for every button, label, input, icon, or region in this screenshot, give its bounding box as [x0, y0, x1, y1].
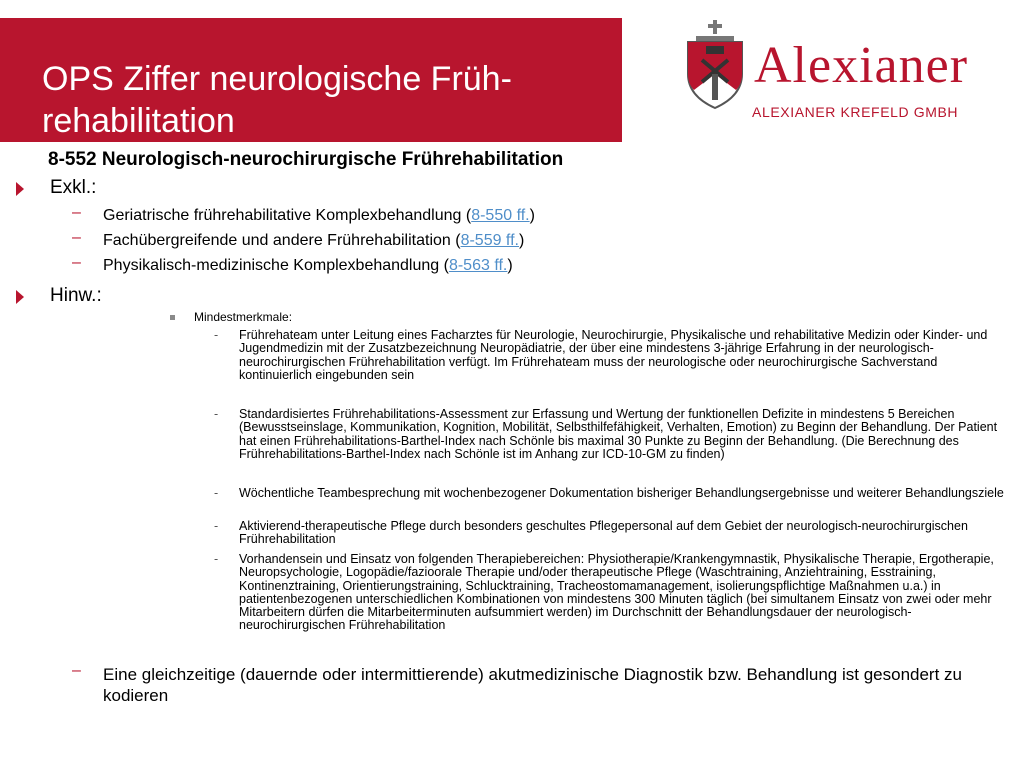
exkl-item-suffix: )	[507, 257, 513, 274]
mindest-label: Mindestmerkmale:	[194, 310, 293, 324]
exkl-item-suffix: )	[518, 232, 525, 249]
dash-bullet-icon: -	[214, 519, 219, 533]
triangle-bullet-icon	[16, 290, 24, 304]
code-link[interactable]: 8-559 ff.	[460, 232, 519, 249]
exkl-item-text: Fachübergreifende und andere Frührehabilitation (	[103, 232, 461, 249]
criteria-text: Frührehateam unter Leitung eines Facharztes für Neurologie, Neurochirurgie, Physikalische und rehabilitative Medizin oder Kinder- und Jugendmedizin mit der Zusatzbezeichnung Neuropädiatrie, der über eine mindestens 3-jährige Erfahrung in der neurologisch-neurochirurgischen Frührehabilitation verfügt. Im Frührehateam muss der neurologische oder neurochirurgische Sachverstand kontinuierlich eingebunden sein	[239, 328, 988, 382]
slide-title	[42, 58, 602, 142]
logo-wordmark: Alexianer	[754, 37, 969, 94]
title-band	[0, 18, 622, 142]
coat-of-arms-icon	[684, 20, 746, 110]
hinw-label: Hinw.:	[50, 285, 102, 306]
slide-title-text: OPS Ziffer neurologische Früh- rehabilitation	[42, 60, 512, 140]
dash-bullet-icon: -	[214, 486, 219, 500]
dash-bullet-icon: -	[214, 552, 219, 566]
final-note: Eine gleichzeitige (dauernde oder intermittierende) akutmedizinische Diagnostik bzw. Behandlung ist gesondert zu kodieren	[103, 665, 962, 705]
dash-bullet-icon: -	[214, 407, 219, 421]
triangle-bullet-icon	[16, 182, 24, 196]
exkl-item-text: Geriatrische frührehabilitative Komplexbehandlung (	[103, 207, 472, 224]
exkl-item-text: Physikalisch-medizinische Komplexbehandlung (	[103, 257, 449, 274]
criteria-text: Aktivierend-therapeutische Pflege durch besonders geschultes Pflegepersonal auf dem Gebiet der neurologisch-neurochirurgischen Frührehabilitation	[239, 519, 968, 547]
logo-subtitle: ALEXIANER KREFELD GMBH	[752, 104, 959, 120]
exkl-item-suffix: )	[529, 207, 535, 224]
code-link[interactable]: 8-563 ff.	[448, 257, 508, 274]
dash-bullet-icon: –	[72, 254, 81, 271]
dash-bullet-icon: –	[72, 662, 81, 679]
dash-bullet-icon: -	[214, 328, 219, 342]
exkl-label: Exkl.:	[50, 177, 97, 198]
square-bullet-icon	[170, 315, 175, 320]
code-link[interactable]: 8-550 ff.	[471, 207, 530, 224]
dash-bullet-icon: –	[72, 204, 81, 221]
criteria-text: Wöchentliche Teambesprechung mit wochenbezogener Dokumentation bisheriger Behandlungsergebnisse und weiterer Behandlungsziele	[239, 486, 1004, 500]
section-heading: 8-552 Neurologisch-neurochirurgische Frührehabilitation	[48, 149, 564, 170]
logo-area	[622, 18, 1024, 142]
criteria-text: Standardisiertes Frührehabilitations-Assessment zur Erfassung und Wertung der funktionellen Defizite in mindestens 5 Bereichen (Bewusstseinslage, Kommunikation, Kognition, Mobilität, Selbsthilfefähigkeit, Verhalten, Emotion) zu Beginn der Behandlung. Der Patient hat einen Frührehabilitations-Barthel-Index nach Schönle bis maximal 30 Punkte zu Beginn der Behandlung. (Die Berechnung des Frührehabilitations-Barthel-Index nach Schönle ist im Anhang zur ICD-10-GM zu finden)	[239, 407, 998, 461]
criteria-text: Vorhandensein und Einsatz von folgenden Therapiebereichen: Physiotherapie/Krankengymnastik, Physikalische Therapie, Ergotherapie, Neuropsychologie, Logopädie/fazioorale Therapie und/oder therapeutische Pflege (Waschtraining, Anziehtraining, Esstraining, Kontinenztraining, Orientierungstraining, Schlucktraining, Tracheostomamanagement, isolierungspflichtige Maßnahmen u.a.) in patientenbezogenen unterschiedlichen Kombinationen von mindestens 300 Minuten täglich (bei simultanem Einsatz von zwei oder mehr Mitarbeitern dürfen die Mitarbeiterminuten aufsummiert werden) im Durchschnitt der Behandlungsdauer der neurologisch-neurochirurgischen Frührehabilitation	[239, 552, 994, 633]
dash-bullet-icon: –	[72, 229, 81, 246]
